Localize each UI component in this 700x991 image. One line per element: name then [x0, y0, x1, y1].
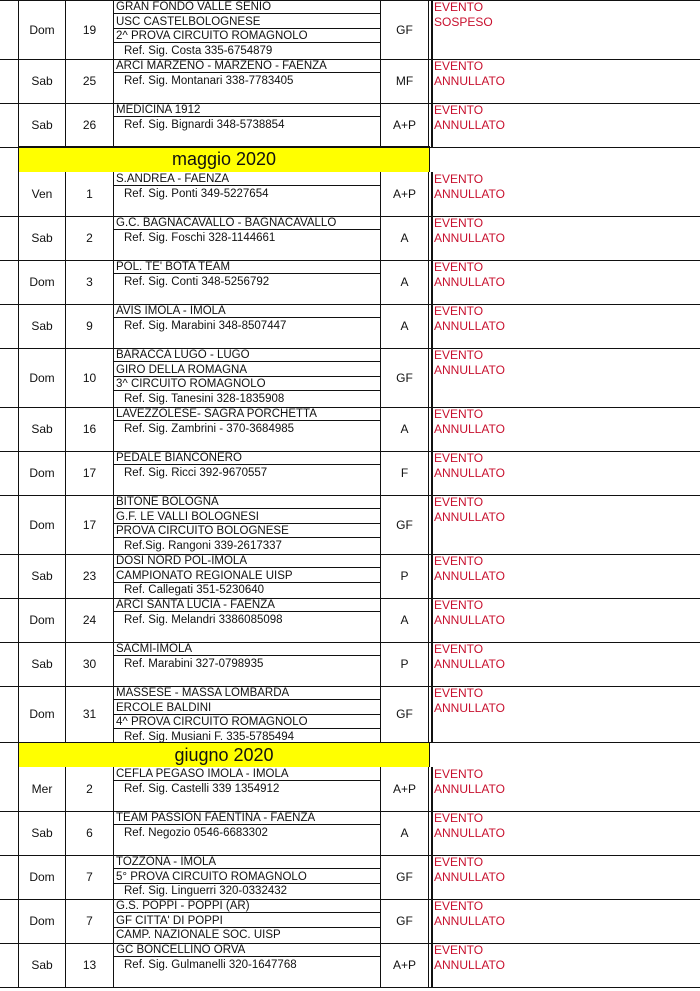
category-cell: [381, 495, 429, 554]
event-row: [0, 216, 700, 260]
day-of-week: Sab: [31, 422, 53, 436]
category-cell: [381, 0, 429, 59]
event-organizer-line: TOZZONA - IMOLA: [114, 855, 380, 869]
day-number: 13: [82, 958, 97, 972]
referent-contact: Ref. Callegati 351-5230640: [124, 584, 265, 597]
event-organizer-line: GF CITTA' DI POPPI: [114, 914, 380, 928]
category-cell: [381, 554, 429, 598]
event-organizer-line: LAVEZZOLESE- SAGRA PORCHETTA: [114, 407, 380, 421]
status-cell: [431, 451, 700, 495]
day-of-week-cell: [18, 495, 66, 554]
date-cell: [66, 260, 114, 304]
event-status-text: EVENTO: [434, 495, 484, 509]
category-cell: [381, 59, 429, 103]
category-cell: [381, 103, 429, 147]
event-row: [0, 348, 700, 407]
day-of-week: Sab: [31, 118, 53, 132]
event-description-cell: [114, 899, 381, 943]
day-number: 30: [82, 657, 97, 671]
event-organizer-line: PROVA CIRCUITO BOLOGNESE: [114, 524, 380, 538]
date-cell: [66, 451, 114, 495]
date-cell: [66, 216, 114, 260]
status-cell: [431, 811, 700, 855]
day-of-week: Sab: [31, 958, 53, 972]
category-cell: [381, 811, 429, 855]
date-cell: [66, 554, 114, 598]
event-description-cell: [114, 59, 381, 103]
event-status-text: ANNULLATO: [434, 465, 505, 480]
status-cell: [431, 260, 700, 304]
event-organizer-line: GC BONCELLINO ORVA: [114, 943, 380, 957]
event-row: [0, 767, 700, 811]
day-number: 17: [82, 517, 97, 532]
event-status-text: ANNULLATO: [434, 509, 505, 524]
day-number: 24: [82, 613, 97, 627]
event-status-text: ANNULLATO: [434, 117, 505, 132]
event-status-text: EVENTO: [434, 348, 484, 362]
date-cell: [66, 172, 114, 216]
event-description-cell: [114, 304, 381, 348]
date-cell: [66, 767, 114, 811]
day-of-week: Dom: [29, 914, 55, 928]
event-status-text: EVENTO: [434, 598, 484, 612]
day-of-week-cell: [18, 554, 66, 598]
table-top-border: [0, 0, 700, 1]
category-cell: [381, 260, 429, 304]
day-of-week-cell: [18, 103, 66, 147]
event-status-text: EVENTO: [434, 767, 484, 781]
event-description-cell: [114, 767, 381, 811]
day-number: 17: [82, 466, 97, 480]
day-of-week-cell: [18, 216, 66, 260]
day-number: 6: [86, 826, 93, 840]
event-status-text: ANNULLATO: [434, 186, 505, 201]
event-row: [0, 899, 700, 943]
day-of-week: Sab: [31, 231, 53, 245]
referent-contact: Ref. Sig. Castelli 339 1354912: [124, 782, 280, 795]
event-status-text: EVENTO: [434, 899, 484, 913]
status-cell: [431, 943, 700, 987]
status-cell: [431, 642, 700, 686]
day-of-week: Sab: [31, 657, 53, 671]
referent-contact: Ref. Sig. Montanari 338-7783405: [124, 74, 294, 87]
event-organizer-line: G.C. BAGNACAVALLO - BAGNACAVALLO: [114, 216, 380, 230]
event-status-text: EVENTO: [434, 554, 484, 568]
day-of-week-cell: [18, 348, 66, 407]
category-cell: [381, 943, 429, 987]
referent-contact: Ref. Sig. Melandri 3386085098: [124, 613, 283, 626]
event-description-cell: [114, 943, 381, 987]
event-status-text: ANNULLATO: [434, 318, 505, 333]
day-of-week: Sab: [31, 826, 53, 840]
status-cell: [431, 172, 700, 216]
event-status-text: ANNULLATO: [434, 612, 505, 627]
day-of-week-cell: [18, 943, 66, 987]
event-description-cell: [114, 172, 381, 216]
day-of-week: Sab: [31, 569, 53, 583]
event-row: [0, 59, 700, 103]
day-of-week: Dom: [29, 370, 55, 385]
event-organizer-line: BITONE BOLOGNA: [114, 495, 380, 509]
event-status-text: ANNULLATO: [434, 869, 505, 884]
status-cell: [431, 554, 700, 598]
referent-contact: Ref. Sig. Gulmanelli 320-1647768: [124, 958, 297, 971]
race-category: P: [400, 569, 409, 583]
event-description-cell: [114, 686, 381, 742]
day-number: 2: [86, 231, 93, 245]
race-category: GF: [396, 870, 413, 884]
day-number: 23: [82, 569, 97, 583]
race-category: MF: [395, 74, 414, 88]
event-status-text: EVENTO: [434, 59, 484, 73]
day-of-week: Dom: [29, 707, 55, 721]
day-of-week: Sab: [31, 74, 53, 88]
event-organizer-line: 5° PROVA CIRCUITO ROMAGNOLO: [114, 870, 380, 884]
event-row: [0, 598, 700, 642]
event-row: [0, 407, 700, 451]
event-row: [0, 495, 700, 554]
day-of-week: Dom: [29, 22, 55, 37]
day-number: 16: [82, 422, 97, 436]
day-of-week: Ven: [31, 187, 53, 201]
date-cell: [66, 103, 114, 147]
event-row: [0, 260, 700, 304]
category-cell: [381, 686, 429, 742]
date-cell: [66, 495, 114, 554]
month-label: giugno 2020: [174, 744, 274, 765]
day-number: 7: [86, 870, 93, 884]
event-description-cell: [114, 598, 381, 642]
event-status-text: ANNULLATO: [434, 700, 505, 715]
day-of-week: Dom: [29, 613, 55, 627]
event-status-text: EVENTO: [434, 811, 484, 825]
event-status-text: ANNULLATO: [434, 362, 505, 377]
event-status-text: EVENTO: [434, 407, 484, 421]
event-organizer-line: ERCOLE BALDINI: [114, 701, 380, 715]
event-organizer-line: G.F. LE VALLI BOLOGNESI: [114, 510, 380, 524]
day-of-week: Dom: [29, 275, 55, 289]
event-description-cell: [114, 348, 381, 407]
event-status-text: EVENTO: [434, 304, 484, 318]
date-cell: [66, 598, 114, 642]
event-organizer-line: ARCI MARZENO - MARZENO - FAENZA: [114, 59, 380, 73]
event-description-cell: [114, 103, 381, 147]
event-status-text: ANNULLATO: [434, 656, 505, 671]
event-status-text: ANNULLATO: [434, 568, 505, 583]
event-organizer-line: MASSESE - MASSA LOMBARDA: [114, 686, 380, 700]
day-of-week-cell: [18, 260, 66, 304]
day-of-week-cell: [18, 855, 66, 899]
event-organizer-line: 4^ PROVA CIRCUITO ROMAGNOLO: [114, 715, 380, 729]
event-status-text: EVENTO: [434, 642, 484, 656]
date-cell: [66, 899, 114, 943]
date-cell: [66, 943, 114, 987]
event-description-cell: [114, 855, 381, 899]
race-category: GF: [396, 22, 413, 37]
day-of-week-cell: [18, 59, 66, 103]
event-status-text: EVENTO: [434, 216, 484, 230]
event-status-text: SOSPESO: [434, 14, 493, 29]
event-organizer-line: ARCI SANTA LUCIA - FAENZA: [114, 598, 380, 612]
race-category: A: [400, 613, 409, 627]
date-cell: [66, 407, 114, 451]
day-of-week-cell: [18, 304, 66, 348]
event-description-cell: [114, 495, 381, 554]
day-of-week-cell: [18, 451, 66, 495]
status-cell: [431, 767, 700, 811]
event-organizer-line: PEDALE BIANCONERO: [114, 451, 380, 465]
event-organizer-line: GRAN FONDO VALLE SENIO: [114, 0, 380, 14]
event-row: [0, 103, 700, 147]
day-number: 31: [82, 707, 97, 721]
event-row: [0, 554, 700, 598]
race-category: A: [400, 231, 409, 245]
row-divider: [0, 742, 700, 743]
event-description-cell: [114, 811, 381, 855]
event-status-text: EVENTO: [434, 855, 484, 869]
event-row: [0, 304, 700, 348]
event-status-text: ANNULLATO: [434, 957, 505, 972]
race-category: GF: [396, 370, 413, 385]
race-category: A: [400, 826, 409, 840]
status-cell: [431, 855, 700, 899]
row-divider: [0, 147, 700, 148]
day-of-week-cell: [18, 686, 66, 742]
event-status-text: ANNULLATO: [434, 73, 505, 88]
event-description-cell: [114, 0, 381, 59]
event-description-cell: [114, 407, 381, 451]
day-number: 9: [86, 319, 93, 333]
category-cell: [381, 767, 429, 811]
referent-contact: Ref. Sig. Ponti 349-5227654: [124, 187, 269, 200]
event-status-text: EVENTO: [434, 686, 484, 700]
day-of-week-cell: [18, 598, 66, 642]
status-cell: [431, 304, 700, 348]
referent-contact: Ref. Marabini 327-0798935: [124, 657, 264, 670]
day-number: 1: [86, 187, 93, 201]
event-status-text: ANNULLATO: [434, 421, 505, 436]
day-number: 7: [86, 914, 93, 928]
event-organizer-line: 2^ PROVA CIRCUITO ROMAGNOLO: [114, 29, 380, 43]
event-row: [0, 811, 700, 855]
event-organizer-line: 3^ CIRCUITO ROMAGNOLO: [114, 377, 380, 391]
event-organizer-line: S.ANDREA - FAENZA: [114, 172, 380, 186]
race-category: A: [400, 319, 409, 333]
status-cell: [431, 598, 700, 642]
day-of-week: Mer: [31, 782, 53, 796]
event-status-text: EVENTO: [434, 172, 484, 186]
race-category: GF: [396, 517, 413, 532]
event-row: [0, 0, 700, 59]
category-cell: [381, 407, 429, 451]
day-number: 2: [86, 782, 93, 796]
status-cell: [431, 59, 700, 103]
category-cell: [381, 642, 429, 686]
event-status-text: EVENTO: [434, 451, 484, 465]
date-cell: [66, 59, 114, 103]
referent-contact: Ref.Sig. Rangoni 339-2617337: [124, 539, 282, 552]
category-cell: [381, 451, 429, 495]
day-of-week-cell: [18, 899, 66, 943]
referent-contact: Ref. Sig. Linguerri 320-0332432: [124, 885, 288, 898]
event-row: [0, 172, 700, 216]
event-status-text: ANNULLATO: [434, 274, 505, 289]
event-organizer-line: CEFLA PEGASO IMOLA - IMOLA: [114, 767, 380, 781]
date-cell: [66, 304, 114, 348]
referent-contact: Ref. Sig. Zambrini - 370-3684985: [124, 422, 295, 435]
event-description-cell: [114, 260, 381, 304]
event-row: [0, 686, 700, 742]
referent-contact: Ref. Sig. Ricci 392-9670557: [124, 466, 268, 479]
category-cell: [381, 216, 429, 260]
day-number: 10: [82, 370, 97, 385]
day-of-week: Dom: [29, 870, 55, 884]
status-cell: [431, 103, 700, 147]
day-of-week-cell: [18, 0, 66, 59]
month-header-may: [18, 146, 430, 172]
status-cell: [431, 495, 700, 554]
status-cell: [431, 686, 700, 742]
status-cell: [431, 407, 700, 451]
race-category: GF: [396, 914, 413, 928]
event-organizer-line: USC CASTELBOLOGNESE: [114, 15, 380, 29]
day-of-week-cell: [18, 642, 66, 686]
event-description-cell: [114, 451, 381, 495]
event-organizer-line: G.S. POPPI - POPPI (AR): [114, 899, 380, 913]
referent-contact: Ref. Sig. Tanesini 328-1835908: [124, 392, 285, 405]
day-of-week: Dom: [29, 517, 55, 532]
event-organizer-line: MEDICINA 1912: [114, 103, 380, 117]
event-organizer-line: DOSI NORD POL-IMOLA: [114, 554, 380, 568]
category-cell: [381, 899, 429, 943]
day-of-week-cell: [18, 172, 66, 216]
category-cell: [381, 348, 429, 407]
event-description-cell: [114, 642, 381, 686]
day-of-week: Dom: [29, 466, 55, 480]
category-cell: [381, 172, 429, 216]
day-of-week-cell: [18, 407, 66, 451]
event-row: [0, 943, 700, 987]
referent-contact: Ref. Sig. Bignardi 348-5738854: [124, 118, 285, 131]
race-category: A+P: [392, 782, 416, 796]
date-cell: [66, 855, 114, 899]
event-organizer-line: GIRO DELLA ROMAGNA: [114, 363, 380, 377]
date-cell: [66, 348, 114, 407]
status-cell: [431, 899, 700, 943]
referent-contact: Ref. Sig. Foschi 328-1144661: [124, 231, 276, 244]
day-number: 3: [86, 275, 93, 289]
event-status-text: EVENTO: [434, 943, 484, 957]
day-of-week: Sab: [31, 319, 53, 333]
month-header-june: [18, 742, 430, 767]
event-organizer-line: BARACCA LUGO - LUGO: [114, 348, 380, 362]
event-status-text: ANNULLATO: [434, 825, 505, 840]
status-cell: [431, 216, 700, 260]
event-organizer-line: CAMP. NAZIONALE SOC. UISP: [116, 929, 281, 942]
event-row: [0, 451, 700, 495]
date-cell: [66, 811, 114, 855]
race-category: F: [400, 466, 409, 480]
day-of-week-cell: [18, 811, 66, 855]
event-organizer-line: TEAM PASSION FAENTINA - FAENZA: [114, 811, 380, 825]
event-row: [0, 642, 700, 686]
event-organizer-line: POL. TE' BOTA TEAM: [114, 260, 380, 274]
race-category: GF: [396, 707, 413, 721]
event-description-cell: [114, 554, 381, 598]
day-number: 19: [82, 22, 97, 37]
event-status-text: ANNULLATO: [434, 230, 505, 245]
day-of-week-cell: [18, 767, 66, 811]
day-number: 26: [82, 118, 97, 132]
category-cell: [381, 304, 429, 348]
race-category: A: [400, 275, 409, 289]
race-category: A+P: [392, 187, 416, 201]
event-description-cell: [114, 216, 381, 260]
race-category: P: [400, 657, 409, 671]
day-number: 25: [82, 74, 97, 88]
referent-contact: Ref. Negozio 0546-6683302: [124, 826, 268, 839]
referent-contact: Ref. Sig. Marabini 348-8507447: [124, 319, 287, 332]
row-divider: [0, 987, 700, 988]
status-cell: [431, 348, 700, 407]
referent-contact: Ref. Sig. Musiani F. 335-5785494: [124, 730, 295, 743]
race-category: A+P: [392, 118, 416, 132]
status-cell: [431, 0, 700, 59]
event-status-text: ANNULLATO: [434, 913, 505, 928]
date-cell: [66, 686, 114, 742]
referent-contact: Ref. Sig. Costa 335-6754879: [124, 44, 273, 57]
event-status-text: EVENTO: [434, 260, 484, 274]
date-cell: [66, 0, 114, 59]
event-row: [0, 855, 700, 899]
referent-contact: Ref. Sig. Conti 348-5256792: [124, 275, 270, 288]
event-status-text: EVENTO: [434, 0, 484, 14]
event-organizer-line: AVIS IMOLA - IMOLA: [114, 304, 380, 318]
race-category: A+P: [392, 958, 416, 972]
event-organizer-line: CAMPIONATO REGIONALE UISP: [114, 569, 380, 583]
race-category: A: [400, 422, 409, 436]
category-cell: [381, 855, 429, 899]
event-status-text: ANNULLATO: [434, 781, 505, 796]
date-cell: [66, 642, 114, 686]
category-cell: [381, 598, 429, 642]
event-organizer-line: SACMI-IMOLA: [114, 642, 380, 656]
event-status-text: EVENTO: [434, 103, 484, 117]
month-label: maggio 2020: [171, 149, 277, 169]
